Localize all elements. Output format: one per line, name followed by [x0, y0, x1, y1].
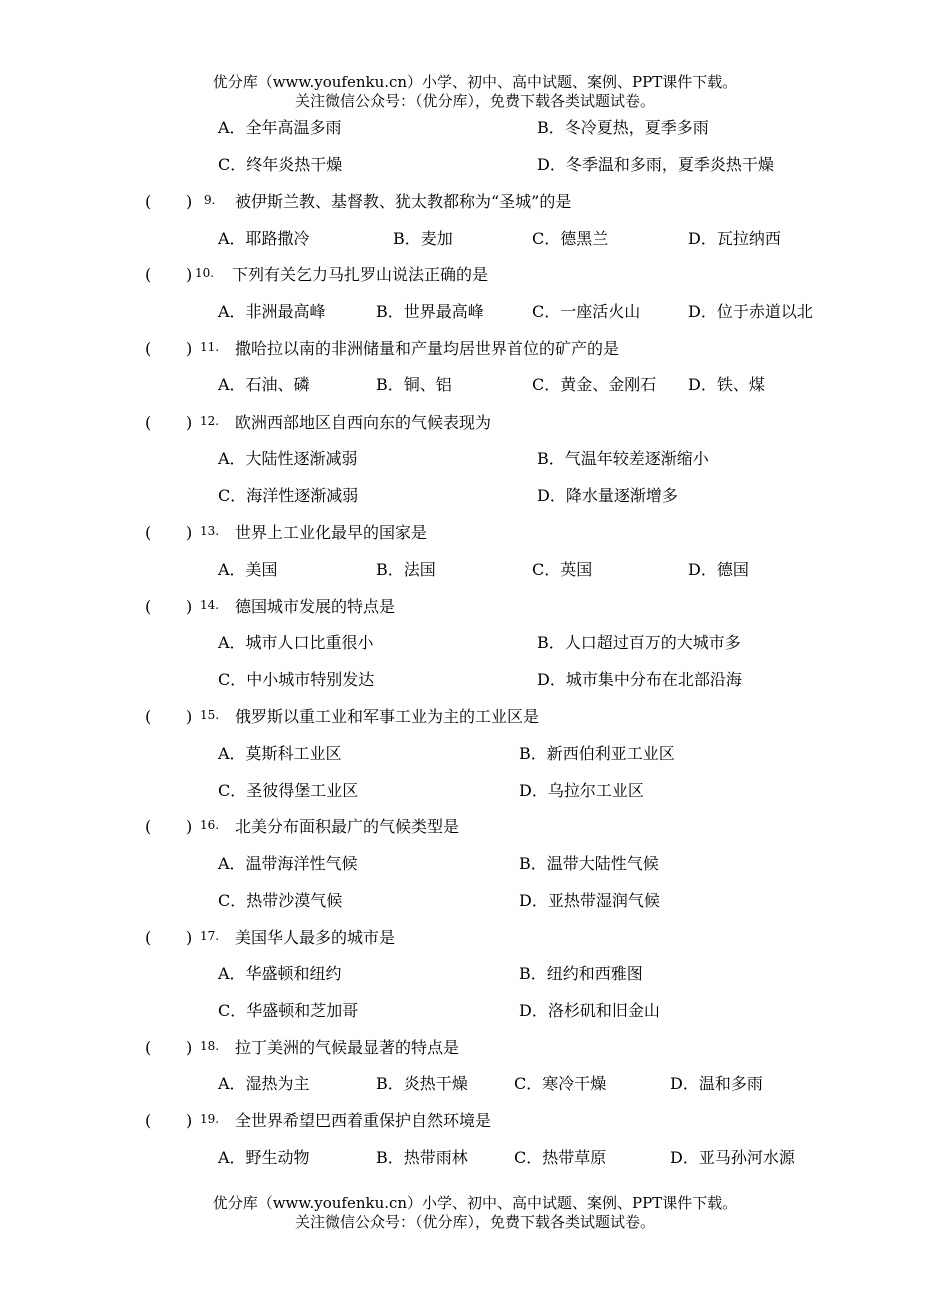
option-a: A．耶路撒冷	[218, 229, 310, 248]
option-d: D．亚马孙河水源	[670, 1148, 795, 1167]
answer-paren-close: )	[186, 1111, 193, 1130]
question-text: 美国华人最多的城市是	[235, 928, 396, 947]
option-b: B．温带大陆性气候	[519, 854, 659, 873]
answer-paren-close: )	[186, 339, 193, 358]
answer-paren-close: )	[186, 817, 193, 836]
question-text: 俄罗斯以重工业和军事工业为主的工业区是	[235, 707, 540, 726]
option-b: B．热带雨林	[376, 1148, 468, 1167]
answer-paren-open: (	[145, 817, 152, 836]
option-d: D．温和多雨	[670, 1074, 763, 1093]
footer-line-2: 关注微信公众号：（优分库），免费下载各类试题试卷。	[294, 1213, 655, 1231]
option-c: C．海洋性逐渐减弱	[218, 486, 359, 505]
question-text: 世界上工业化最早的国家是	[235, 523, 428, 542]
option-d: D．瓦拉纳西	[688, 229, 781, 248]
option-d: D．位于赤道以北	[688, 302, 813, 321]
question-number: 10.	[195, 266, 215, 280]
option-b: B．气温年较差逐渐缩小	[537, 449, 709, 468]
answer-paren-open: (	[145, 413, 152, 432]
option-b: B．纽约和西雅图	[519, 964, 643, 983]
option-b: B．世界最高峰	[376, 302, 484, 321]
option-b: B．铜、铝	[376, 375, 452, 394]
question-number: 9.	[204, 193, 216, 207]
question-text: 全世界希望巴西着重保护自然环境是	[235, 1111, 492, 1130]
answer-paren-open: (	[145, 192, 152, 211]
option-a: A．美国	[218, 560, 278, 579]
question-text: 被伊斯兰教、基督教、犹太教都称为“圣城”的是	[235, 192, 572, 211]
option-a: A．石油、磷	[218, 375, 310, 394]
answer-paren-close: )	[186, 265, 193, 284]
q8-option-d: D．冬季温和多雨，夏季炎热干燥	[537, 155, 774, 174]
answer-paren-open: (	[145, 707, 152, 726]
answer-paren-close: )	[186, 1038, 193, 1057]
option-b: B．炎热干燥	[376, 1074, 468, 1093]
question-text: 德国城市发展的特点是	[235, 597, 396, 616]
question-text: 下列有关乞力马扎罗山说法正确的是	[232, 265, 489, 284]
option-c: C．一座活火山	[532, 302, 641, 321]
answer-paren-close: )	[186, 413, 193, 432]
answer-paren-open: (	[145, 1038, 152, 1057]
q8-option-a: A．全年高温多雨	[218, 118, 342, 137]
question-text: 撒哈拉以南的非洲储量和产量均居世界首位的矿产的是	[235, 339, 620, 358]
question-number: 14.	[200, 598, 220, 612]
answer-paren-close: )	[186, 707, 193, 726]
question-text: 北美分布面积最广的气候类型是	[235, 817, 460, 836]
option-a: A．莫斯科工业区	[218, 744, 342, 763]
option-c: C．热带草原	[514, 1148, 607, 1167]
answer-paren-close: )	[186, 597, 193, 616]
option-a: A．大陆性逐渐减弱	[218, 449, 358, 468]
option-b: B．麦加	[393, 229, 453, 248]
question-number: 19.	[200, 1112, 220, 1126]
option-d: D．乌拉尔工业区	[519, 781, 644, 800]
header-line-1: 优分库（www.youfenku.cn）小学、初中、高中试题、案例、PPT课件下载。	[212, 73, 738, 91]
option-a: A．华盛顿和纽约	[218, 964, 342, 983]
question-number: 17.	[200, 929, 220, 943]
question-text: 欧洲西部地区自西向东的气候表现为	[235, 413, 492, 432]
option-c: C．黄金、金刚石	[532, 375, 657, 394]
question-number: 15.	[200, 708, 220, 722]
option-c: C．中小城市特别发达	[218, 670, 375, 689]
answer-paren-open: (	[145, 928, 152, 947]
question-number: 16.	[200, 818, 220, 832]
option-c: C．热带沙漠气候	[218, 891, 343, 910]
q8-option-b: B．冬冷夏热，夏季多雨	[537, 118, 709, 137]
option-d: D．德国	[688, 560, 749, 579]
option-a: A．城市人口比重很小	[218, 633, 374, 652]
option-d: D．降水量逐渐增多	[537, 486, 678, 505]
option-d: D．亚热带湿润气候	[519, 891, 660, 910]
question-number: 12.	[200, 414, 220, 428]
option-d: D．铁、煤	[688, 375, 765, 394]
answer-paren-open: (	[145, 265, 152, 284]
option-b: B．法国	[376, 560, 436, 579]
option-c: C．华盛顿和芝加哥	[218, 1001, 359, 1020]
question-number: 13.	[200, 524, 220, 538]
answer-paren-open: (	[145, 597, 152, 616]
option-a: A．温带海洋性气候	[218, 854, 358, 873]
option-b: B．新西伯利亚工业区	[519, 744, 675, 763]
option-c: C．英国	[532, 560, 593, 579]
option-d: D．洛杉矶和旧金山	[519, 1001, 660, 1020]
option-a: A．非洲最高峰	[218, 302, 326, 321]
option-a: A．野生动物	[218, 1148, 310, 1167]
option-c: C．寒冷干燥	[514, 1074, 607, 1093]
question-text: 拉丁美洲的气候最显著的特点是	[235, 1038, 460, 1057]
question-number: 18.	[200, 1039, 220, 1053]
answer-paren-open: (	[145, 523, 152, 542]
answer-paren-close: )	[186, 928, 193, 947]
option-c: C．圣彼得堡工业区	[218, 781, 359, 800]
answer-paren-close: )	[186, 523, 193, 542]
option-c: C．德黑兰	[532, 229, 609, 248]
option-d: D．城市集中分布在北部沿海	[537, 670, 742, 689]
q8-option-c: C．终年炎热干燥	[218, 155, 343, 174]
answer-paren-close: )	[186, 192, 193, 211]
header-line-2: 关注微信公众号：（优分库），免费下载各类试题试卷。	[294, 92, 655, 110]
answer-paren-open: (	[145, 1111, 152, 1130]
answer-paren-open: (	[145, 339, 152, 358]
question-number: 11.	[200, 340, 220, 354]
footer-line-1: 优分库（www.youfenku.cn）小学、初中、高中试题、案例、PPT课件下载。	[212, 1194, 738, 1212]
option-a: A．湿热为主	[218, 1074, 310, 1093]
option-b: B．人口超过百万的大城市多	[537, 633, 741, 652]
